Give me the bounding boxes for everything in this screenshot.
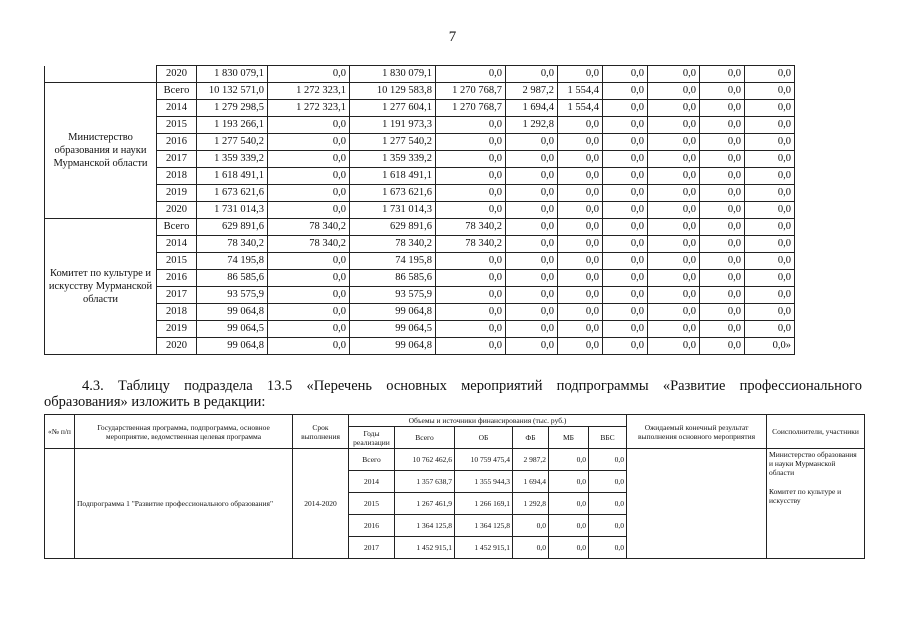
value-cell: 0,0: [648, 185, 700, 202]
value-cell: 1 270 768,7: [436, 100, 506, 117]
value-cell: 0,0»: [745, 338, 795, 355]
value-cell: 1 359 339,2: [197, 151, 268, 168]
value-cell: 0,0: [648, 304, 700, 321]
value-cell: 2 987,2: [513, 449, 549, 471]
table-row: [45, 134, 795, 151]
value-cell: 0,0: [700, 185, 745, 202]
value-cell: 0,0: [558, 219, 603, 236]
value-cell: 0,0: [558, 66, 603, 83]
value-cell: 1 357 638,7: [395, 471, 455, 493]
value-cell: 78 340,2: [268, 236, 350, 253]
year-cell: 2020: [157, 66, 197, 83]
funding-table-continuation: [44, 65, 795, 355]
value-cell: 629 891,6: [197, 219, 268, 236]
value-cell: 86 585,6: [197, 270, 268, 287]
value-cell: 0,0: [506, 287, 558, 304]
value-cell: 1 266 169,1: [455, 493, 513, 515]
value-cell: 1 270 768,7: [436, 83, 506, 100]
value-cell: 0,0: [589, 493, 627, 515]
value-cell: 1 191 973,3: [350, 117, 436, 134]
value-cell: 1 272 323,1: [268, 83, 350, 100]
value-cell: 0,0: [700, 83, 745, 100]
value-cell: 0,0: [589, 449, 627, 471]
value-cell: 0,0: [603, 66, 648, 83]
value-cell: 0,0: [513, 515, 549, 537]
value-cell: 1 279 298,5: [197, 100, 268, 117]
table-row: [45, 83, 795, 100]
value-cell: 0,0: [745, 219, 795, 236]
value-cell: 78 340,2: [197, 236, 268, 253]
value-cell: 99 064,8: [350, 338, 436, 355]
value-cell: 99 064,5: [350, 321, 436, 338]
table-row: [45, 304, 795, 321]
value-cell: 0,0: [745, 202, 795, 219]
value-cell: 0,0: [436, 304, 506, 321]
value-cell: 1 694,4: [513, 471, 549, 493]
value-cell: 0,0: [558, 236, 603, 253]
year-cell: 2019: [157, 321, 197, 338]
value-cell: 0,0: [648, 321, 700, 338]
value-cell: 0,0: [700, 253, 745, 270]
header-ob: ОБ: [455, 427, 513, 449]
value-cell: 1 267 461,9: [395, 493, 455, 515]
value-cell: 0,0: [268, 253, 350, 270]
value-cell: 1 277 540,2: [197, 134, 268, 151]
value-cell: 0,0: [603, 287, 648, 304]
term-value: 2014-2020: [293, 449, 349, 559]
value-cell: 0,0: [745, 236, 795, 253]
value-cell: 0,0: [648, 83, 700, 100]
value-cell: 0,0: [648, 168, 700, 185]
table-row: [45, 168, 795, 185]
year-cell: 2016: [157, 134, 197, 151]
year-cell: 2014: [157, 236, 197, 253]
value-cell: 93 575,9: [197, 287, 268, 304]
value-cell: 0,0: [558, 117, 603, 134]
value-cell: 0,0: [436, 202, 506, 219]
value-cell: 78 340,2: [268, 219, 350, 236]
value-cell: 0,0: [603, 151, 648, 168]
value-cell: 1 452 915,1: [455, 537, 513, 559]
value-cell: 1 364 125,8: [455, 515, 513, 537]
table-row: [45, 202, 795, 219]
value-cell: 1 355 944,3: [455, 471, 513, 493]
value-cell: 0,0: [745, 151, 795, 168]
value-cell: 10 759 475,4: [455, 449, 513, 471]
value-cell: 0,0: [506, 270, 558, 287]
executors-cell: [767, 449, 865, 559]
table-row: [45, 66, 795, 83]
value-cell: 0,0: [506, 338, 558, 355]
value-cell: 99 064,8: [197, 338, 268, 355]
value-cell: 0,0: [268, 287, 350, 304]
value-cell: 78 340,2: [436, 236, 506, 253]
value-cell: 0,0: [558, 185, 603, 202]
value-cell: 0,0: [436, 185, 506, 202]
value-cell: 1 618 491,1: [197, 168, 268, 185]
org-cell-empty: [45, 66, 157, 83]
header-mb: МБ: [549, 427, 589, 449]
table-row: [45, 270, 795, 287]
value-cell: 0,0: [436, 338, 506, 355]
instruction-paragraph: [44, 378, 862, 410]
value-cell: 0,0: [549, 493, 589, 515]
value-cell: 1 452 915,1: [395, 537, 455, 559]
value-cell: 0,0: [268, 185, 350, 202]
value-cell: 1 731 014,3: [197, 202, 268, 219]
paragraph-line-2: образования» изложить в редакции:: [44, 394, 266, 410]
value-cell: 0,0: [268, 168, 350, 185]
value-cell: 0,0: [603, 83, 648, 100]
value-cell: 0,0: [506, 66, 558, 83]
value-cell: 0,0: [436, 117, 506, 134]
executor-culture-committee: Комитет по культуре и искусству: [769, 487, 842, 505]
value-cell: 0,0: [268, 117, 350, 134]
value-cell: 0,0: [506, 168, 558, 185]
value-cell: 0,0: [603, 321, 648, 338]
value-cell: 0,0: [700, 100, 745, 117]
value-cell: 0,0: [700, 151, 745, 168]
value-cell: 10 762 462,6: [395, 449, 455, 471]
value-cell: 1 277 604,1: [350, 100, 436, 117]
org-name: Министерство образования и науки Мурманской области: [45, 83, 157, 219]
value-cell: 0,0: [506, 304, 558, 321]
year-cell: 2017: [157, 151, 197, 168]
page-number: 7: [448, 29, 457, 45]
value-cell: 0,0: [700, 236, 745, 253]
value-cell: 0,0: [268, 151, 350, 168]
value-cell: 0,0: [589, 537, 627, 559]
value-cell: 1 694,4: [506, 100, 558, 117]
value-cell: 0,0: [506, 253, 558, 270]
header-result: Ожидаемый конечный результат выполнения основного мероприятия: [627, 415, 767, 449]
activities-table: [44, 414, 865, 559]
value-cell: 99 064,8: [350, 304, 436, 321]
value-cell: 0,0: [603, 304, 648, 321]
year-cell: 2015: [157, 253, 197, 270]
value-cell: 0,0: [603, 270, 648, 287]
value-cell: 0,0: [700, 202, 745, 219]
value-cell: 1 359 339,2: [350, 151, 436, 168]
value-cell: 0,0: [745, 100, 795, 117]
year-cell: 2015: [349, 493, 395, 515]
year-cell: 2020: [157, 338, 197, 355]
value-cell: 0,0: [513, 537, 549, 559]
value-cell: 0,0: [506, 202, 558, 219]
value-cell: 0,0: [745, 304, 795, 321]
value-cell: 0,0: [549, 515, 589, 537]
value-cell: 0,0: [745, 270, 795, 287]
value-cell: 0,0: [700, 304, 745, 321]
value-cell: 0,0: [603, 134, 648, 151]
value-cell: 0,0: [436, 321, 506, 338]
year-cell: 2018: [157, 304, 197, 321]
value-cell: 0,0: [558, 338, 603, 355]
header-total: Всего: [395, 427, 455, 449]
value-cell: 0,0: [506, 185, 558, 202]
value-cell: 1 830 079,1: [197, 66, 268, 83]
value-cell: 0,0: [268, 202, 350, 219]
value-cell: 0,0: [700, 219, 745, 236]
value-cell: 0,0: [589, 515, 627, 537]
value-cell: 1 830 079,1: [350, 66, 436, 83]
value-cell: 0,0: [268, 66, 350, 83]
value-cell: 0,0: [603, 219, 648, 236]
value-cell: 0,0: [603, 202, 648, 219]
value-cell: 0,0: [436, 168, 506, 185]
value-cell: 0,0: [506, 151, 558, 168]
year-cell: 2015: [157, 117, 197, 134]
value-cell: 0,0: [700, 321, 745, 338]
value-cell: 1 272 323,1: [268, 100, 350, 117]
value-cell: 0,0: [700, 338, 745, 355]
header-program: Государственная программа, подпрограмма, основное мероприятие, ведомственная целевая программа: [75, 415, 293, 449]
year-cell: Всего: [157, 219, 197, 236]
value-cell: 0,0: [648, 134, 700, 151]
value-cell: 1 277 540,2: [350, 134, 436, 151]
header-funding: Объемы и источники финансирования (тыс. руб.): [349, 415, 627, 427]
value-cell: 0,0: [603, 338, 648, 355]
value-cell: 0,0: [700, 134, 745, 151]
value-cell: 0,0: [506, 321, 558, 338]
value-cell: 0,0: [549, 471, 589, 493]
value-cell: 0,0: [648, 253, 700, 270]
value-cell: 0,0: [603, 253, 648, 270]
value-cell: 0,0: [268, 270, 350, 287]
org-name: Комитет по культуре и искусству Мурманской области: [45, 219, 157, 355]
value-cell: 0,0: [549, 449, 589, 471]
value-cell: 0,0: [558, 151, 603, 168]
header-fb: ФБ: [513, 427, 549, 449]
value-cell: 0,0: [700, 117, 745, 134]
value-cell: 1 618 491,1: [350, 168, 436, 185]
table-row: [45, 151, 795, 168]
year-cell: 2019: [157, 185, 197, 202]
value-cell: 0,0: [268, 304, 350, 321]
header-num: «№ п/п: [45, 415, 75, 449]
table-row: [45, 449, 865, 471]
value-cell: 0,0: [603, 185, 648, 202]
value-cell: 0,0: [558, 304, 603, 321]
executor-ministry: Министерство образования и науки Мурманской области: [769, 450, 857, 477]
value-cell: 0,0: [268, 321, 350, 338]
year-cell: Всего: [349, 449, 395, 471]
value-cell: 1 673 621,6: [197, 185, 268, 202]
value-cell: 0,0: [549, 537, 589, 559]
value-cell: 0,0: [745, 321, 795, 338]
value-cell: 0,0: [648, 151, 700, 168]
value-cell: 78 340,2: [350, 236, 436, 253]
value-cell: 74 195,8: [197, 253, 268, 270]
value-cell: 0,0: [648, 219, 700, 236]
value-cell: 0,0: [603, 100, 648, 117]
value-cell: 0,0: [558, 202, 603, 219]
value-cell: 0,0: [558, 168, 603, 185]
num-cell: [45, 449, 75, 559]
value-cell: 0,0: [700, 66, 745, 83]
value-cell: 0,0: [745, 253, 795, 270]
value-cell: 1 554,4: [558, 83, 603, 100]
value-cell: 0,0: [745, 117, 795, 134]
value-cell: 0,0: [745, 185, 795, 202]
table-row: [45, 338, 795, 355]
value-cell: 0,0: [648, 202, 700, 219]
value-cell: 0,0: [700, 168, 745, 185]
value-cell: 1 364 125,8: [395, 515, 455, 537]
value-cell: 0,0: [603, 168, 648, 185]
value-cell: 0,0: [558, 321, 603, 338]
value-cell: 0,0: [603, 117, 648, 134]
value-cell: 1 554,4: [558, 100, 603, 117]
value-cell: 99 064,5: [197, 321, 268, 338]
value-cell: 0,0: [745, 66, 795, 83]
program-name: Подпрограмма 1 "Развитие профессионального образования": [75, 449, 293, 559]
value-cell: 0,0: [268, 134, 350, 151]
value-cell: 0,0: [745, 168, 795, 185]
value-cell: 0,0: [648, 236, 700, 253]
value-cell: 0,0: [436, 253, 506, 270]
value-cell: 1 673 621,6: [350, 185, 436, 202]
value-cell: 86 585,6: [350, 270, 436, 287]
table-row: [45, 321, 795, 338]
header-years: Годы реализации: [349, 427, 395, 449]
year-cell: Всего: [157, 83, 197, 100]
value-cell: 0,0: [648, 338, 700, 355]
value-cell: 0,0: [436, 151, 506, 168]
paragraph-line-1: 4.3. Таблицу подраздела 13.5 «Перечень основных мероприятий подпрограммы «Развитие профессионального: [82, 378, 862, 394]
value-cell: 0,0: [648, 66, 700, 83]
table-row: [45, 236, 795, 253]
value-cell: 0,0: [648, 100, 700, 117]
table-row: [45, 287, 795, 304]
value-cell: 93 575,9: [350, 287, 436, 304]
value-cell: 0,0: [589, 471, 627, 493]
value-cell: 10 129 583,8: [350, 83, 436, 100]
value-cell: 1 193 266,1: [197, 117, 268, 134]
value-cell: 0,0: [558, 253, 603, 270]
year-cell: 2014: [157, 100, 197, 117]
value-cell: 0,0: [436, 287, 506, 304]
header-executors: Соисполнители, участники: [767, 415, 865, 449]
value-cell: 0,0: [436, 270, 506, 287]
table-row: [45, 117, 795, 134]
value-cell: 0,0: [436, 134, 506, 151]
table-row: [45, 219, 795, 236]
value-cell: 0,0: [700, 270, 745, 287]
value-cell: 0,0: [603, 236, 648, 253]
value-cell: 0,0: [436, 66, 506, 83]
value-cell: 0,0: [648, 287, 700, 304]
value-cell: 0,0: [700, 287, 745, 304]
value-cell: 0,0: [506, 134, 558, 151]
value-cell: 2 987,2: [506, 83, 558, 100]
year-cell: 2016: [349, 515, 395, 537]
table-row: [45, 100, 795, 117]
year-cell: 2018: [157, 168, 197, 185]
year-cell: 2020: [157, 202, 197, 219]
table-row: [45, 185, 795, 202]
value-cell: 0,0: [506, 219, 558, 236]
value-cell: 0,0: [648, 117, 700, 134]
year-cell: 2014: [349, 471, 395, 493]
result-cell: [627, 449, 767, 559]
value-cell: 99 064,8: [197, 304, 268, 321]
year-cell: 2016: [157, 270, 197, 287]
value-cell: 78 340,2: [436, 219, 506, 236]
header-term: Срок выполнения: [293, 415, 349, 449]
value-cell: 0,0: [745, 287, 795, 304]
value-cell: 1 292,8: [513, 493, 549, 515]
value-cell: 0,0: [558, 270, 603, 287]
table-row: [45, 253, 795, 270]
value-cell: 0,0: [268, 338, 350, 355]
value-cell: 0,0: [745, 134, 795, 151]
value-cell: 10 132 571,0: [197, 83, 268, 100]
header-vbs: ВБС: [589, 427, 627, 449]
year-cell: 2017: [349, 537, 395, 559]
value-cell: 0,0: [558, 134, 603, 151]
value-cell: 74 195,8: [350, 253, 436, 270]
value-cell: 1 292,8: [506, 117, 558, 134]
value-cell: 0,0: [558, 287, 603, 304]
value-cell: 0,0: [506, 236, 558, 253]
value-cell: 1 731 014,3: [350, 202, 436, 219]
value-cell: 0,0: [745, 83, 795, 100]
value-cell: 629 891,6: [350, 219, 436, 236]
value-cell: 0,0: [648, 270, 700, 287]
year-cell: 2017: [157, 287, 197, 304]
